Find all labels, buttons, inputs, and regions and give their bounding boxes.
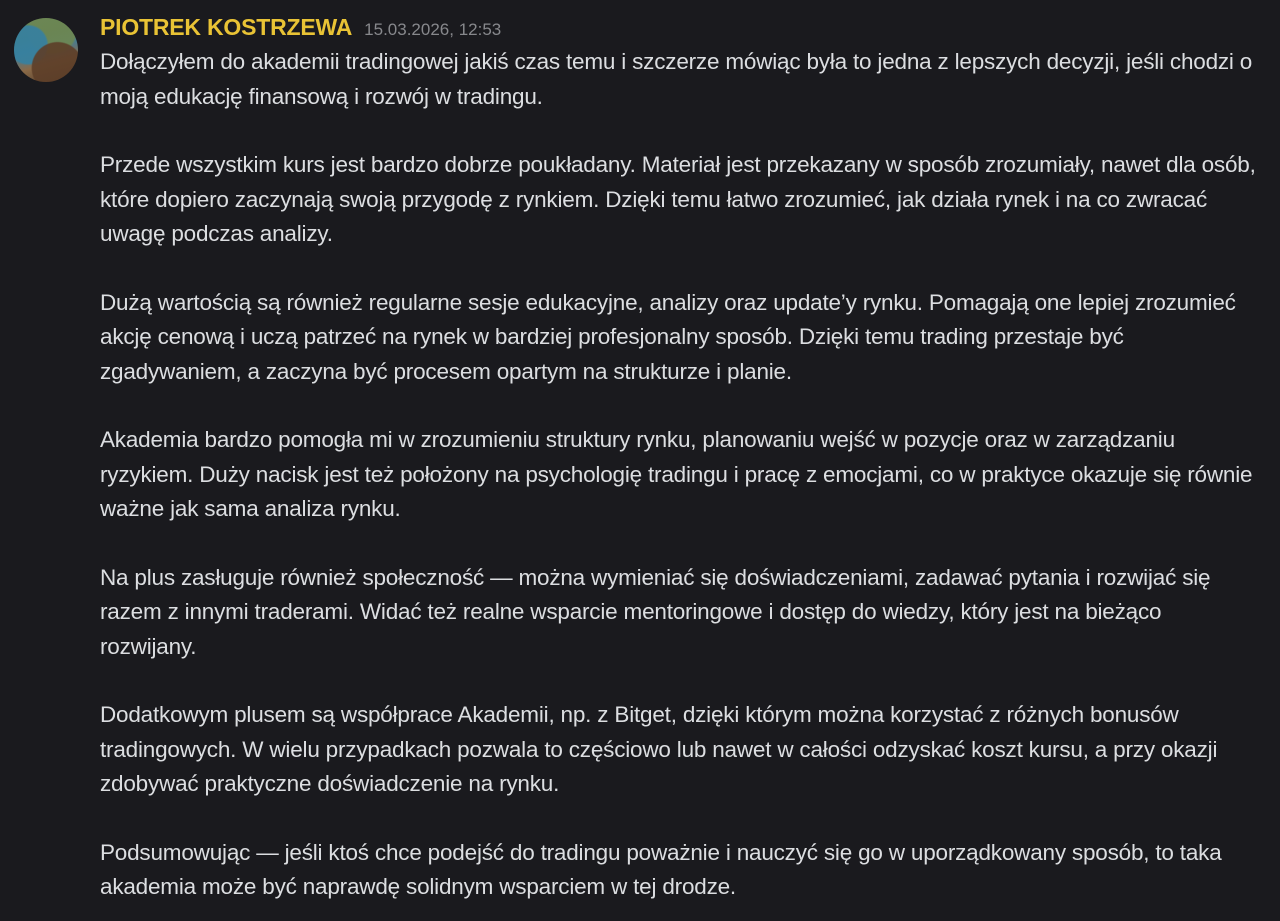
message-paragraph: Akademia bardzo pomogła mi w zrozumieniu struktury rynku, planowaniu wejść w pozycje oraz w zarządzaniu ryzykiem. Duży nacisk jest też położony na psychologię tradingu i pracę z emocjami, co w praktyce okazuje się równie ważne jak sama analiza rynku. bbox=[100, 427, 1253, 521]
message-header bbox=[100, 14, 1256, 41]
message-paragraph: Przede wszystkim kurs jest bardzo dobrze poukładany. Materiał jest przekazany w sposób zrozumiały, nawet dla osób, które dopiero zaczynają swoją przygodę z rynkiem. Dzięki temu łatwo zrozumieć, jak działa rynek i na co zwracać uwagę podczas analizy. bbox=[100, 152, 1256, 246]
message-paragraph: Dodatkowym plusem są współprace Akademii, np. z Bitget, dzięki którym można korzystać z różnych bonusów tradingowych. W wielu przypadkach pozwala to częściowo lub nawet w całości odzyskać koszt kursu, a przy okazji zdobywać praktyczne doświadczenie na rynku. bbox=[100, 702, 1218, 796]
message-paragraph: Podsumowując — jeśli ktoś chce podejść do tradingu poważnie i nauczyć się go w uporządkowany sposób, to taka akademia może być naprawdę solidnym wsparciem w tej drodze. bbox=[100, 839, 1222, 899]
message-timestamp: 15.03.2026, 12:53 bbox=[364, 20, 502, 39]
username[interactable]: PIOTREK KOSTRZEWA bbox=[100, 14, 353, 40]
message-body bbox=[100, 45, 1256, 905]
message-paragraph: Na plus zasługuje również społeczność — można wymieniać się doświadczeniami, zadawać pytania i rozwijać się razem z innymi traderami. Widać też realne wsparcie mentoringowe i dostęp do wiedzy, który jest na bieżąco rozwijany. bbox=[100, 564, 1211, 659]
message-content bbox=[100, 14, 1256, 905]
message-paragraph: Dużą wartością są również regularne sesje edukacyjne, analizy oraz update’y rynku. Pomagają one lepiej zrozumieć akcję cenową i uczą patrzeć na rynek w bardziej profesjonalny sposób. Dzięki temu trading przestaje być zgadywaniem, a zaczyna być procesem opartym na strukturze i planie. bbox=[100, 289, 1236, 384]
user-avatar[interactable] bbox=[14, 18, 78, 82]
message-paragraph: Dołączyłem do akademii tradingowej jakiś czas temu i szczerze mówiąc była to jedna z lepszych decyzji, jeśli chodzi o moją edukację finansową i rozwój w tradingu. bbox=[100, 49, 1253, 109]
